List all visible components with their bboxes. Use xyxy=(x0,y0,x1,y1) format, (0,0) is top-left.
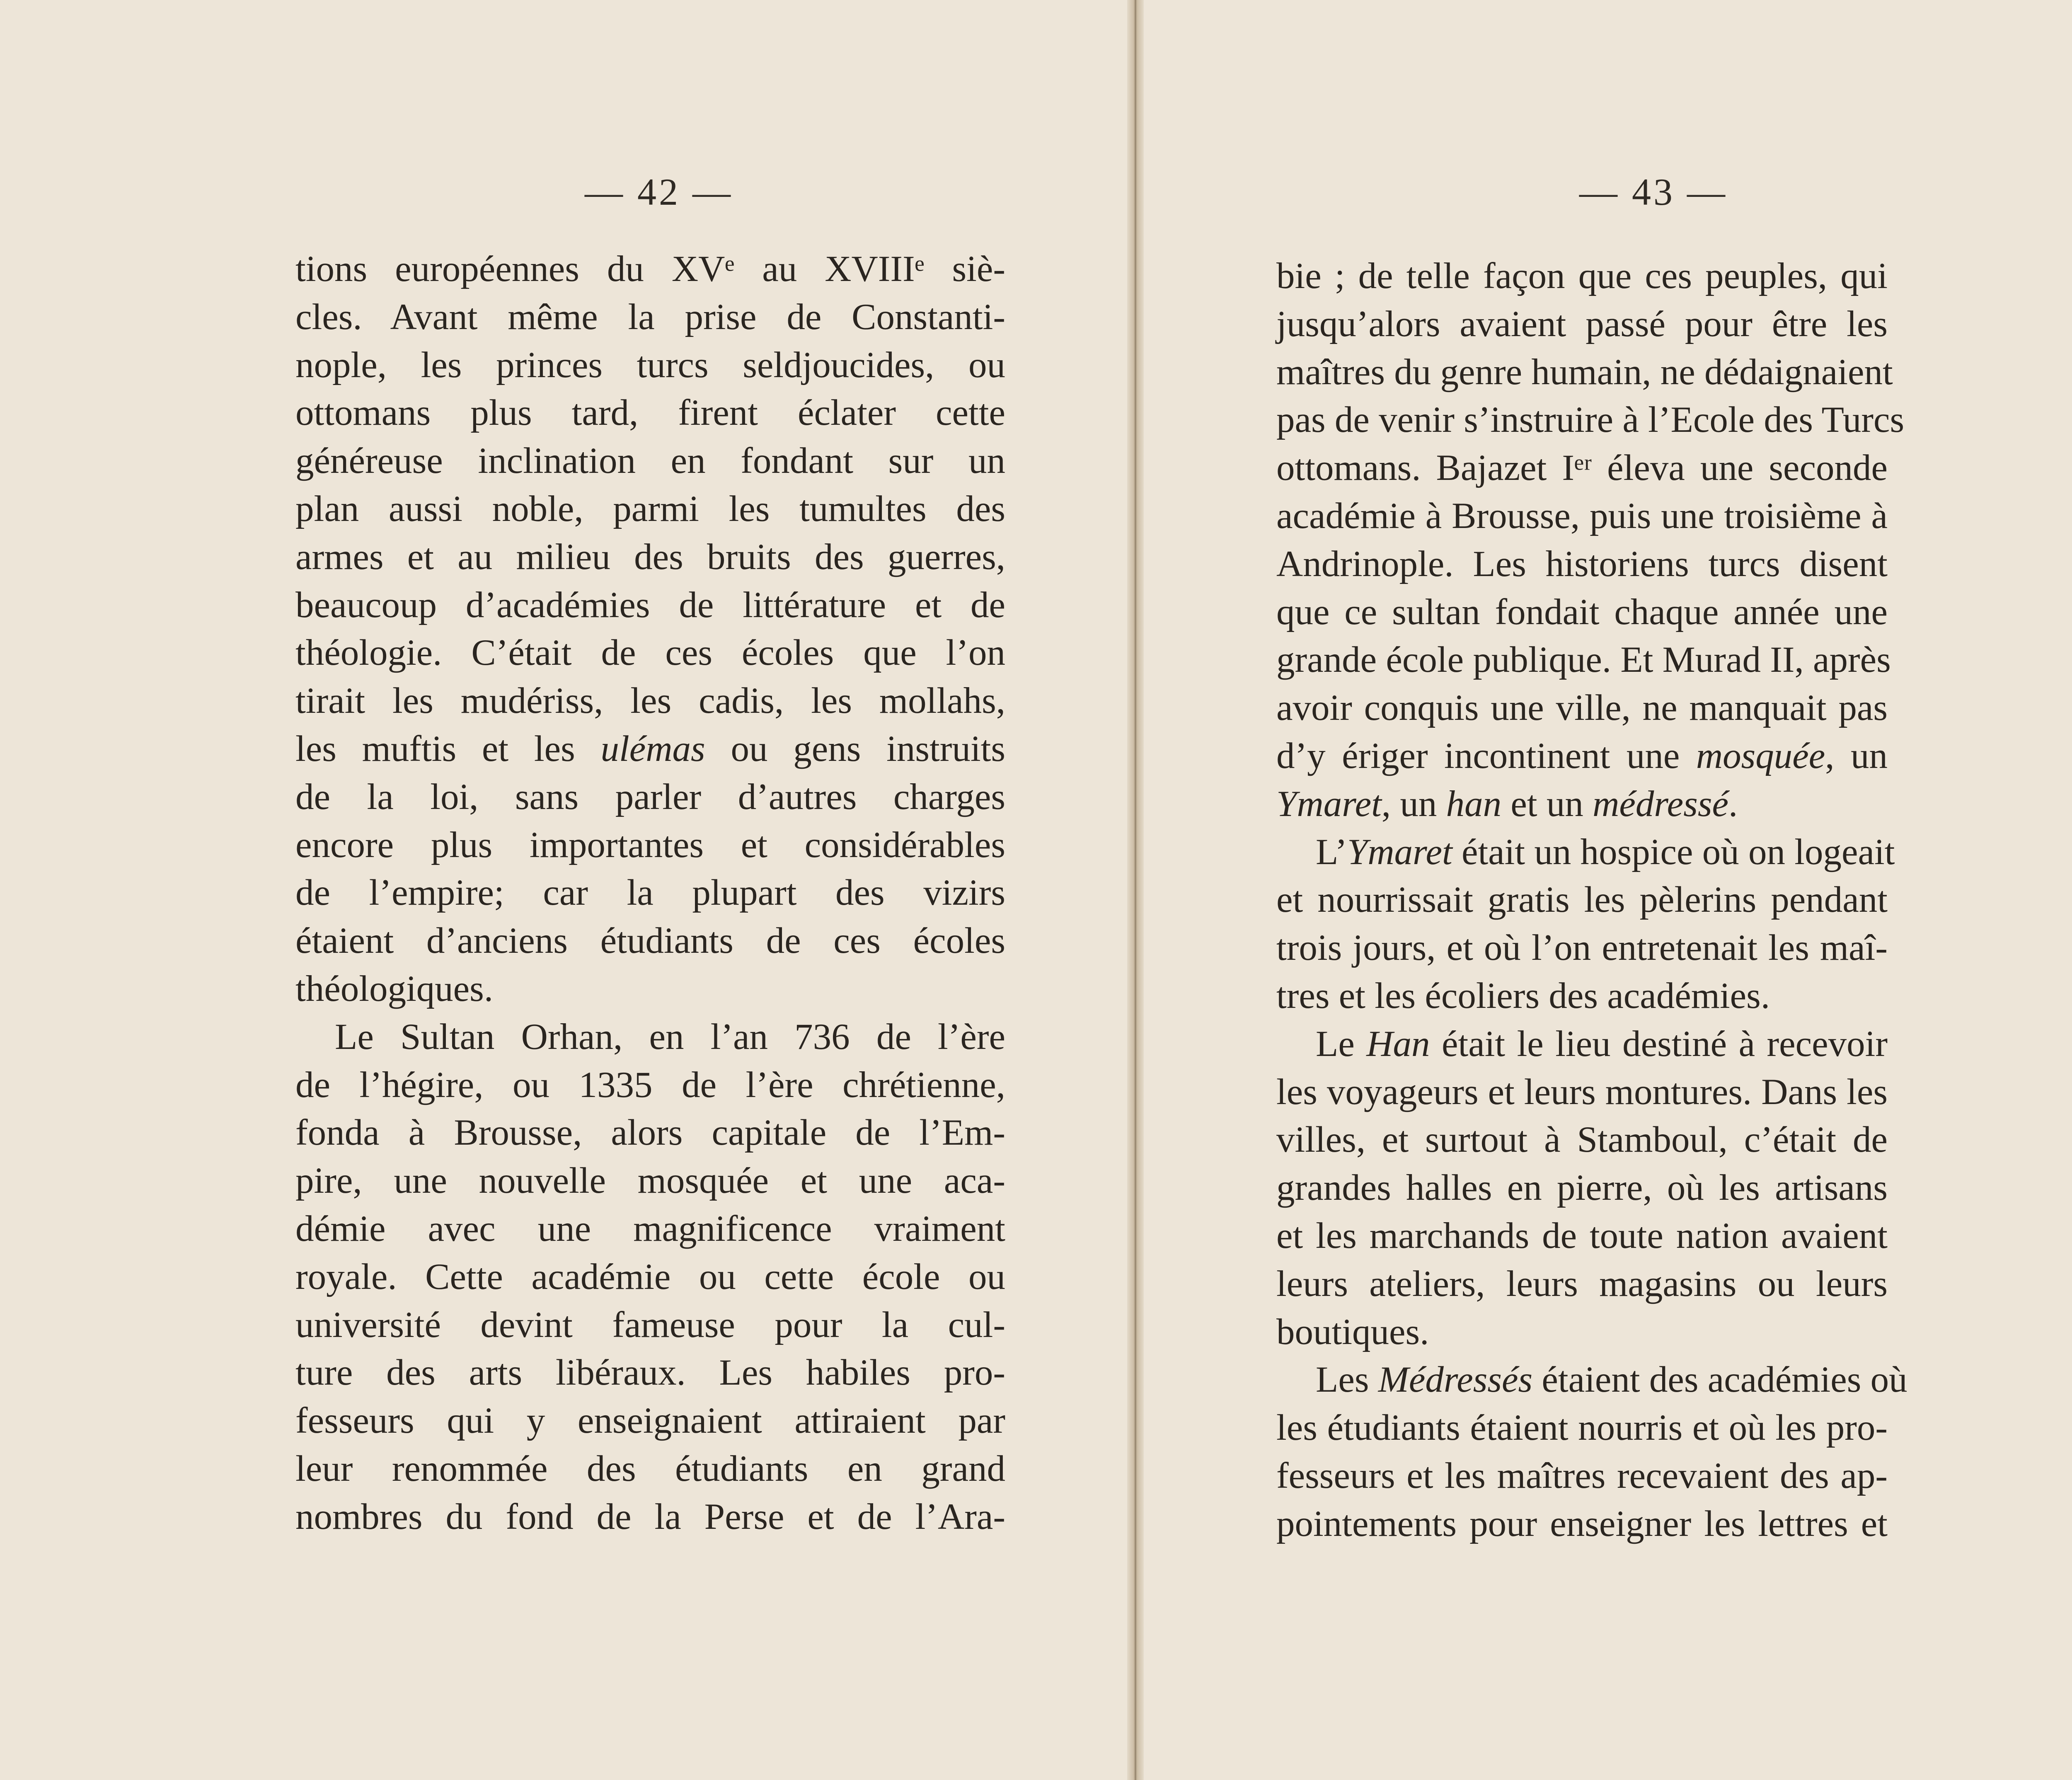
text-line: de l’hégire, ou 1335 de l’ère chrétienne, xyxy=(295,1064,1005,1105)
text-line: grandes halles en pierre, où les artisans xyxy=(1276,1167,1888,1208)
text-line: et les marchands de toute nation avaient xyxy=(1276,1216,1888,1256)
text-segment: d’y ériger incontinent une xyxy=(1276,736,1696,776)
text-line: ture des arts libéraux. Les habiles pro- xyxy=(295,1352,1005,1393)
text-line: boutiques. xyxy=(1276,1311,1429,1352)
text-line: beaucoup d’académies de littérature et de xyxy=(295,584,1005,625)
text-line: bie ; de telle façon que ces peuples, qui xyxy=(1276,256,1888,296)
text-line: plan aussi noble, parmi les tumultes des xyxy=(295,489,1005,529)
page-number: — 42 — xyxy=(585,171,733,213)
page-number: — 43 — xyxy=(1579,171,1728,213)
italic-term: han xyxy=(1446,783,1502,824)
text-segment: était un hospice où on logeait xyxy=(1452,831,1895,872)
text-line: pointements pour enseigner les lettres et xyxy=(1276,1503,1888,1544)
text-line: étaient d’anciens étudiants de ces écoles xyxy=(295,920,1005,961)
text-line: de la loi, sans parler d’autres charges xyxy=(295,776,1005,817)
italic-term: Ymaret xyxy=(1347,831,1452,872)
text-line: université devint fameuse pour la cul- xyxy=(295,1304,1005,1345)
text-line: démie avec une magnificence vraiment xyxy=(295,1208,1005,1249)
text-line: villes, et surtout à Stamboul, c’était de xyxy=(1276,1119,1888,1160)
text-segment: , un xyxy=(1825,736,1888,776)
text-line: Le Sultan Orhan, en l’an 736 de l’ère xyxy=(335,1016,1005,1057)
text-segment: était le lieu destiné à recevoir xyxy=(1430,1023,1888,1064)
text-line: tres et les écoliers des académies. xyxy=(1276,976,1770,1016)
text-segment: ou gens instruits xyxy=(705,729,1005,769)
text-line: Andrinople. Les historiens turcs disent xyxy=(1276,543,1888,584)
text-line: trois jours, et où l’on entretenait les maî- xyxy=(1276,928,1888,969)
italic-term: Médressés xyxy=(1378,1359,1533,1400)
text-line: et nourrissait gratis les pèlerins pendant xyxy=(1276,879,1888,920)
text-line: ottomans. Bajazet Iᵉʳ éleva une seconde xyxy=(1276,448,1888,489)
text-line: fesseurs qui y enseignaient attiraient par xyxy=(295,1400,1005,1441)
text-line: fonda à Brousse, alors capitale de l’Em- xyxy=(295,1112,1005,1153)
text-line: tirait les mudériss, les cadis, les mollahs, xyxy=(295,681,1005,722)
text-line xyxy=(1276,738,1888,775)
text-line: leur renommée des étudiants en grand xyxy=(295,1448,1005,1489)
text-line: royale. Cette académie ou cette école ou xyxy=(295,1256,1005,1297)
text-segment: , un xyxy=(1381,783,1446,824)
italic-term: médressé xyxy=(1593,783,1728,824)
text-segment: les muftis et les xyxy=(295,729,601,769)
text-line: ottomans plus tard, firent éclater cette xyxy=(295,392,1005,433)
text-line: cles. Avant même la prise de Constanti- xyxy=(295,296,1005,337)
text-line: maîtres du genre humain, ne dédaignaient xyxy=(1276,351,1893,392)
text-line: théologie. C’était de ces écoles que l’on xyxy=(295,632,1005,673)
text-line: les voyageurs et leurs montures. Dans les xyxy=(1276,1071,1888,1112)
text-line: grande école publique. Et Murad II, après xyxy=(1276,639,1891,681)
text-line: théologiques. xyxy=(295,969,494,1009)
text-line: jusqu’alors avaient passé pour être les xyxy=(1276,303,1888,344)
text-line: leurs ateliers, leurs magasins ou leurs xyxy=(1276,1263,1888,1304)
italic-term: Han xyxy=(1366,1023,1430,1064)
text-line: fesseurs et les maîtres recevaient des ap- xyxy=(1276,1455,1888,1496)
text-line xyxy=(1276,1359,1907,1400)
text-segment: et un xyxy=(1501,783,1593,824)
text-line xyxy=(1276,831,1895,872)
text-line: encore plus importantes et considérables xyxy=(295,824,1005,865)
gutter-fold xyxy=(1135,0,1136,1780)
text-segment: L’ xyxy=(1316,831,1347,872)
text-line: que ce sultan fondait chaque année une xyxy=(1276,591,1888,632)
text-line: académie à Brousse, puis une troisième à xyxy=(1276,496,1888,536)
text-line: armes et au milieu des bruits des guerres, xyxy=(295,536,1005,577)
text-line: avoir conquis une ville, ne manquait pas xyxy=(1276,688,1888,729)
italic-term: Ymaret xyxy=(1276,783,1382,824)
text-line: de l’empire; car la plupart des vizirs xyxy=(295,872,1005,913)
italic-term: mosquée xyxy=(1696,736,1825,776)
text-line xyxy=(1276,1023,1888,1064)
text-line: tions européennes du XVᵉ au XVIIIᵉ siè- xyxy=(295,249,1005,289)
text-line xyxy=(1276,783,1888,824)
text-line: les étudiants étaient nourris et où les pro- xyxy=(1276,1407,1888,1448)
right-page xyxy=(1144,0,2072,1780)
text-segment: . xyxy=(1728,783,1738,824)
text-segment: Le xyxy=(1316,1023,1367,1064)
text-line: nople, les princes turcs seldjoucides, ou xyxy=(295,344,1005,385)
text-segment: Les xyxy=(1316,1359,1378,1400)
text-line: généreuse inclination en fondant sur un xyxy=(295,441,1005,482)
text-line: pas de venir s’instruire à l’Ecole des Turcs xyxy=(1276,400,1905,441)
text-line: pire, une nouvelle mosquée et une aca- xyxy=(295,1160,1005,1201)
text-segment: étaient des académies où xyxy=(1532,1359,1907,1400)
italic-term: ulémas xyxy=(600,729,705,769)
text-line: nombres du fond de la Perse et de l’Ara- xyxy=(295,1496,1005,1537)
text-line xyxy=(295,731,1005,768)
